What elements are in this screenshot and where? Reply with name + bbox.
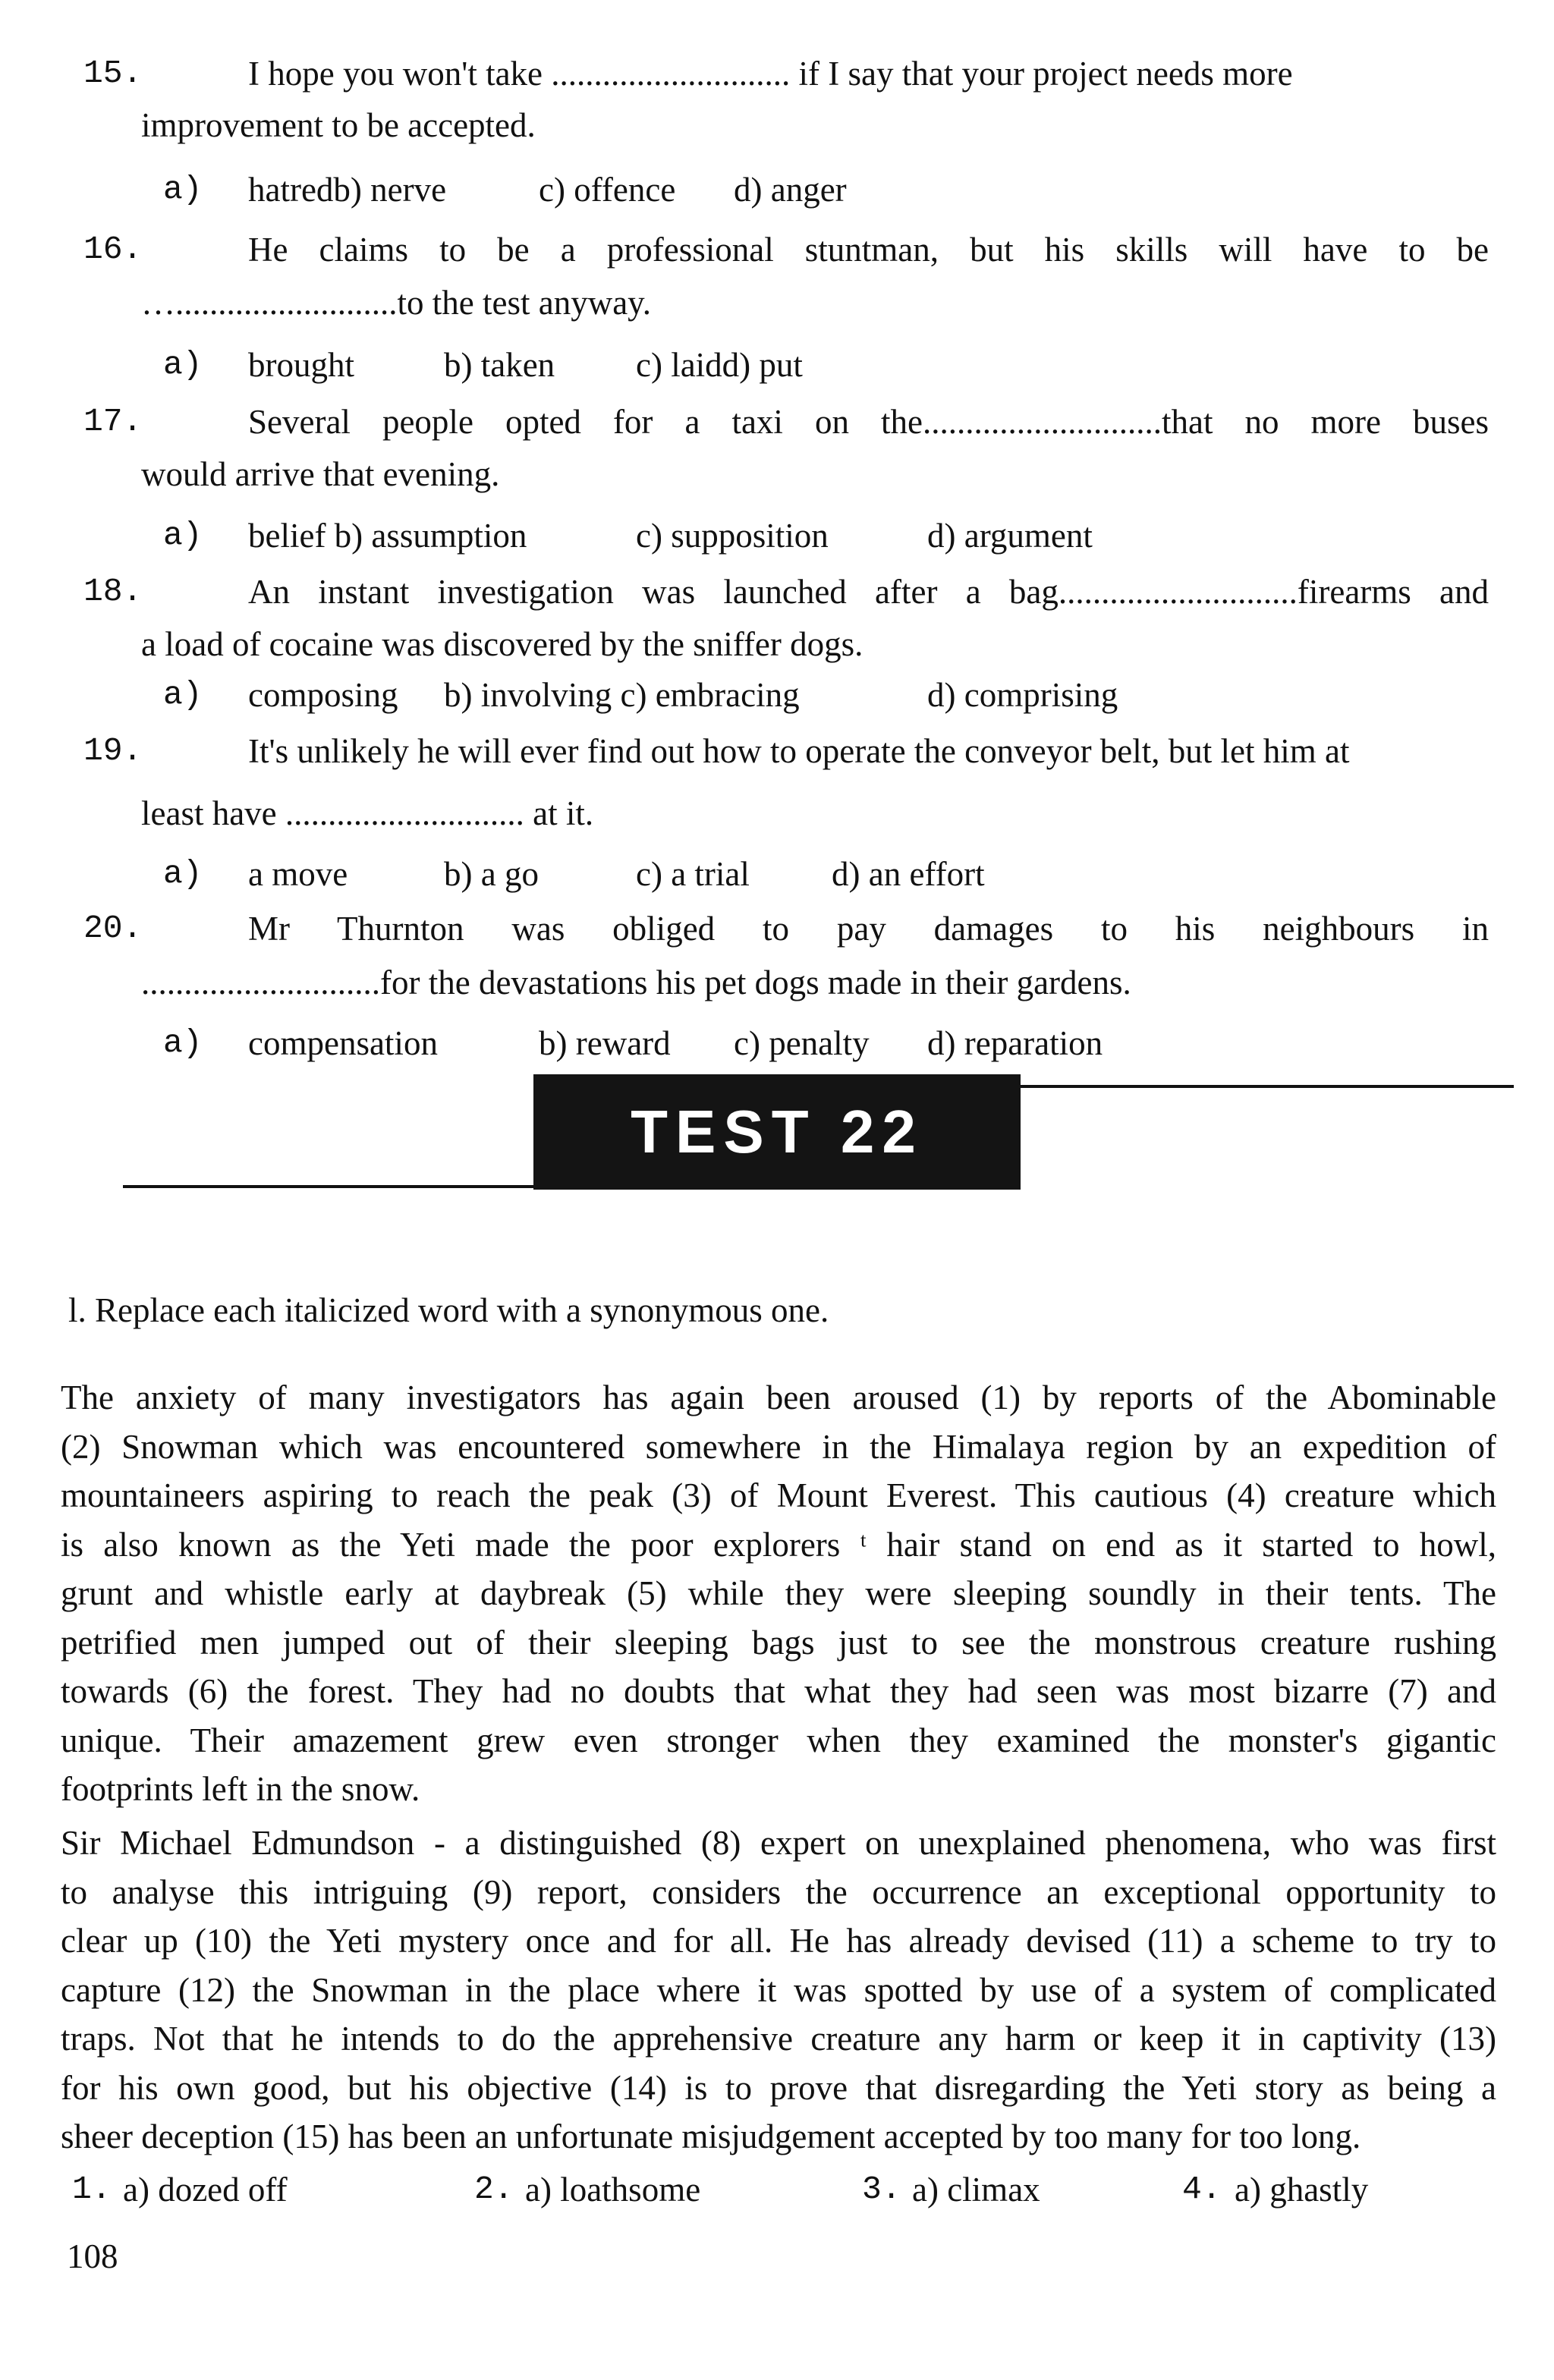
passage-line: grunt and whistle early at daybreak (5) while they were sleeping soundly in their tents. The xyxy=(61,1574,1496,1612)
passage-line: sheer deception (15) has been an unfortunate misjudgement accepted by too many for too long. xyxy=(61,2117,1361,2155)
answer-option: a) dozed off xyxy=(123,2171,288,2209)
passage-line: to analyse this intriguing (9) report, considers the occurrence an exceptional opportunity to xyxy=(61,1872,1496,1911)
passage-line: mountaineers aspiring to reach the peak (3) of Mount Everest. This cautious (4) creature which xyxy=(61,1476,1496,1514)
question-stem-line2: …..........................to the test anyway. xyxy=(141,284,651,322)
question-stem-line2: least have ............................ at it. xyxy=(141,794,594,832)
question-number: 16. xyxy=(83,231,143,268)
question-number: 18. xyxy=(83,573,143,610)
option-b: b) taken xyxy=(444,346,555,384)
passage-line: The anxiety of many investigators has again been aroused (1) by reports of the Abominable xyxy=(61,1379,1496,1416)
question-stem-line1: Mr Thurnton was obliged to pay damages to his neighbours in xyxy=(248,910,1489,948)
question-stem-line1: He claims to be a professional stuntman, but his skills will have to be xyxy=(248,231,1489,269)
passage-line: capture (12) the Snowman in the place where it was spotted by use of a system of complicated xyxy=(61,1970,1496,2009)
option-b: b) reward xyxy=(539,1024,671,1062)
question-stem-line2: a load of cocaine was discovered by the sniffer dogs. xyxy=(141,625,864,663)
divider-bottom xyxy=(123,1185,534,1188)
question-stem-line1: I hope you won't take ............................ if I say that your project needs more xyxy=(248,55,1293,93)
option-b: b) a go xyxy=(444,855,539,893)
passage-line: unique. Their amazement grew even stronger when they examined the monster's gigantic xyxy=(61,1721,1496,1759)
answer-number: 1. xyxy=(72,2171,112,2208)
option-label: a) xyxy=(163,676,203,713)
option-a: composing xyxy=(248,676,398,714)
option-c: c) penalty xyxy=(734,1024,870,1062)
passage-line: for his own good, but his objective (14) is to prove that disregarding the Yeti story as being a xyxy=(61,2068,1496,2107)
passage-paragraph-1 xyxy=(61,1373,1496,1814)
option-a: belief b) assumption xyxy=(248,517,527,555)
option-c: c) laidd) put xyxy=(636,346,803,384)
passage-line: Sir Michael Edmundson - a distinguished (8) expert on unexplained phenomena, who was first xyxy=(61,1824,1496,1862)
question-stem-line2: improvement to be accepted. xyxy=(141,106,536,144)
option-a: compensation xyxy=(248,1024,438,1062)
option-d: d) argument xyxy=(927,517,1093,555)
question-number: 19. xyxy=(83,732,143,769)
exercise-instruction: l. Replace each italicized word with a synonymous one. xyxy=(68,1291,829,1329)
passage-line: is also known as the Yeti made the poor explorers ᵗ hair stand on end as it started to howl, xyxy=(61,1525,1496,1564)
test-banner: TEST 22 xyxy=(533,1074,1021,1190)
option-c: c) offence xyxy=(539,171,676,209)
passage-line: (2) Snowman which was encountered somewhere in the Himalaya region by an expedition of xyxy=(61,1427,1496,1466)
question-stem-line1: Several people opted for a taxi on the............................that no more buses xyxy=(248,403,1489,441)
passage-line: clear up (10) the Yeti mystery once and for all. He has already devised (11) a scheme to try to xyxy=(61,1922,1496,1960)
option-d: d) comprising xyxy=(927,676,1118,714)
passage-line: petrified men jumped out of their sleeping bags just to see the monstrous creature rushing xyxy=(61,1623,1496,1662)
passage-line: footprints left in the snow. xyxy=(61,1770,420,1808)
question-stem-line2: would arrive that evening. xyxy=(141,455,500,493)
option-a: a move xyxy=(248,855,348,893)
option-d: d) an effort xyxy=(832,855,985,893)
option-d: d) reparation xyxy=(927,1024,1103,1062)
question-number: 17. xyxy=(83,403,143,440)
option-b: b) involving c) embracing xyxy=(444,676,800,714)
passage-paragraph-2 xyxy=(61,1819,1496,2161)
option-label: a) xyxy=(163,171,203,208)
option-a: brought xyxy=(248,346,354,384)
option-label: a) xyxy=(163,517,203,554)
answer-number: 4. xyxy=(1182,2171,1222,2208)
answer-option: a) climax xyxy=(912,2171,1040,2209)
question-number: 15. xyxy=(83,55,143,92)
option-label: a) xyxy=(163,346,203,383)
option-a: hatredb) nerve xyxy=(248,171,447,209)
answer-number: 2. xyxy=(474,2171,514,2208)
option-c: c) a trial xyxy=(636,855,750,893)
option-c: c) supposition xyxy=(636,517,829,555)
answer-option: a) ghastly xyxy=(1235,2171,1369,2209)
question-stem-line1: An instant investigation was launched after a bag............................firearms and xyxy=(248,573,1489,611)
question-number: 20. xyxy=(83,910,143,947)
answer-number: 3. xyxy=(862,2171,901,2208)
option-d: d) anger xyxy=(734,171,847,209)
passage-line: towards (6) the forest. They had no doubts that what they had seen was most bizarre (7) and xyxy=(61,1672,1496,1710)
passage-line: traps. Not that he intends to do the apprehensive creature any harm or keep it in captivity (13) xyxy=(61,2020,1496,2058)
option-label: a) xyxy=(163,855,203,892)
divider-top xyxy=(1021,1085,1514,1088)
option-label: a) xyxy=(163,1024,203,1061)
question-stem-line1: It's unlikely he will ever find out how to operate the conveyor belt, but let him at xyxy=(248,732,1350,770)
page-number: 108 xyxy=(67,2237,118,2275)
answer-option: a) loathsome xyxy=(525,2171,701,2209)
question-stem-line2: ............................for the devastations his pet dogs made in their gardens. xyxy=(141,964,1131,1001)
